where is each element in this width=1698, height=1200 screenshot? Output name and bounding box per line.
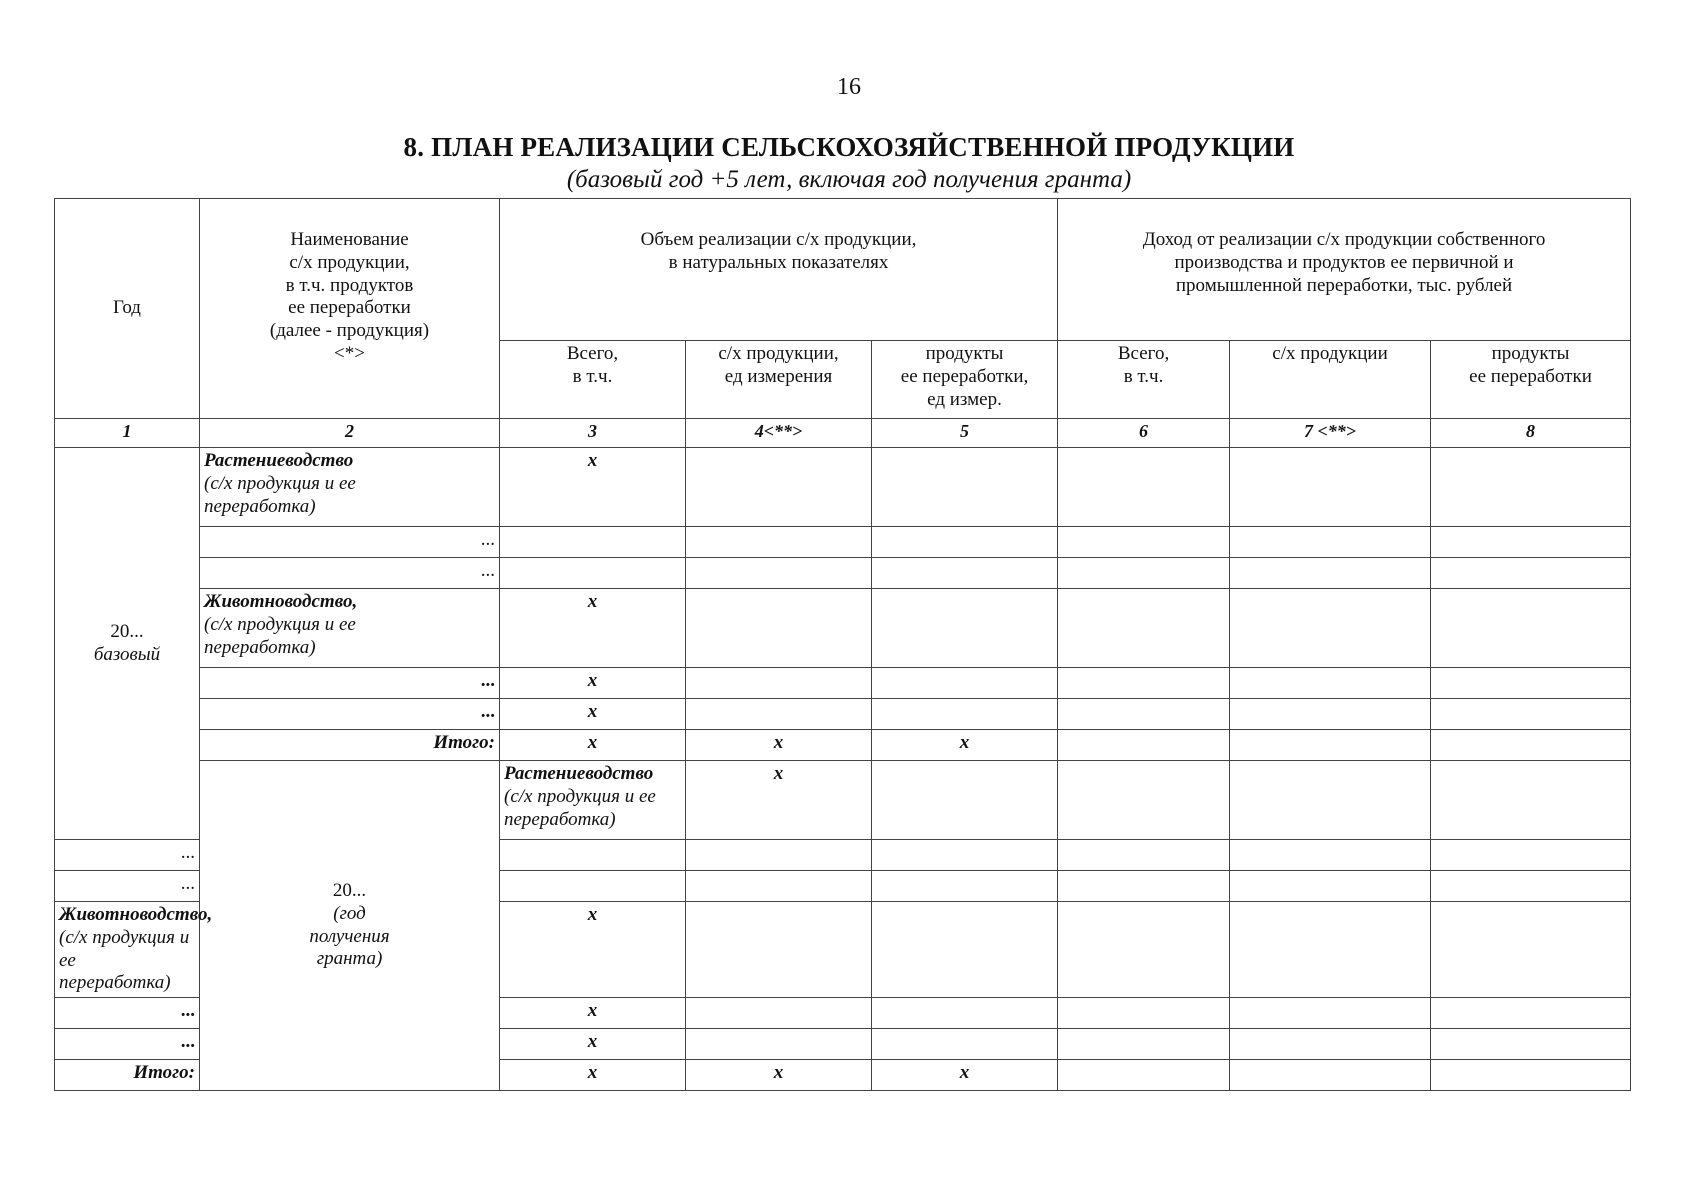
category-desc: переработка) <box>204 495 316 517</box>
header-line: промышленной переработки, тыс. рублей <box>1175 274 1513 296</box>
header-line: Всего, <box>1117 343 1170 364</box>
header-col8 <box>1431 341 1631 419</box>
table-cell[interactable] <box>500 871 686 902</box>
x-mark: x <box>500 668 686 699</box>
table-cell[interactable] <box>500 558 686 589</box>
header-line: с/х продукции, <box>718 343 839 364</box>
ellipsis-cell: ... <box>55 840 200 871</box>
category-crop <box>500 761 686 840</box>
column-number: 7 <**> <box>1230 419 1431 448</box>
table-cell[interactable] <box>1058 871 1230 902</box>
table-cell[interactable] <box>1230 761 1431 840</box>
table-cell[interactable] <box>1431 902 1631 998</box>
header-line: продукты <box>925 343 1004 364</box>
table-cell[interactable] <box>1058 699 1230 730</box>
ellipsis-cell: ... <box>200 558 500 589</box>
table-cell[interactable] <box>686 527 872 558</box>
column-number: 3 <box>500 419 686 448</box>
header-row-1 <box>55 199 1631 341</box>
table-cell[interactable] <box>686 558 872 589</box>
table-cell[interactable] <box>1058 589 1230 668</box>
table-cell[interactable] <box>872 840 1058 871</box>
header-line: ее переработки <box>288 297 411 319</box>
category-desc: переработка) <box>204 636 316 658</box>
table-cell[interactable] <box>1431 448 1631 527</box>
table-cell[interactable] <box>1058 558 1230 589</box>
column-number: 4<**> <box>686 419 872 448</box>
table-row-crop <box>55 761 1631 840</box>
table-cell[interactable] <box>1431 998 1631 1029</box>
category-desc: (с/х продукция и ее <box>204 472 356 494</box>
table-cell[interactable] <box>1230 871 1431 902</box>
header-line: ед измер. <box>927 388 1002 410</box>
total-label: Итого: <box>55 1060 200 1091</box>
category-crop <box>200 448 500 527</box>
column-number-row <box>55 419 1631 448</box>
header-line: Объем реализации с/х продукции, <box>640 229 917 250</box>
table-cell[interactable] <box>872 668 1058 699</box>
table-cell[interactable] <box>1431 1029 1631 1060</box>
table-cell[interactable] <box>872 871 1058 902</box>
category-desc: (с/х продукция и ее <box>504 785 656 807</box>
category-livestock <box>200 589 500 668</box>
table-cell[interactable] <box>872 589 1058 668</box>
header-income-group <box>1058 199 1631 341</box>
table-cell[interactable] <box>500 840 686 871</box>
ellipsis-cell: ... <box>200 527 500 558</box>
table-cell[interactable] <box>1230 448 1431 527</box>
total-label: Итого: <box>200 730 500 761</box>
table-cell[interactable] <box>686 668 872 699</box>
table-cell[interactable] <box>1431 761 1631 840</box>
column-number: 2 <box>200 419 500 448</box>
table-cell[interactable] <box>1230 840 1431 871</box>
header-line: с/х продукции <box>1272 343 1388 364</box>
table-cell[interactable] <box>1058 840 1230 871</box>
ellipsis-cell: ... <box>200 668 500 699</box>
table-cell[interactable] <box>1230 730 1431 761</box>
table-cell[interactable] <box>686 902 872 998</box>
table-row-crop <box>55 448 1631 527</box>
page-number: 16 <box>837 74 861 100</box>
ellipsis-cell: ... <box>55 998 200 1029</box>
header-line: Доход от реализации с/х продукции собственного <box>1142 229 1546 250</box>
x-mark: x <box>500 1029 686 1060</box>
header-col5 <box>872 341 1058 419</box>
year-cell-base <box>55 448 200 840</box>
table-cell[interactable] <box>1431 840 1631 871</box>
header-col7 <box>1230 341 1431 419</box>
category-title: Растениеводство <box>204 450 354 471</box>
sales-plan-table <box>54 198 1631 1091</box>
header-year: Год <box>55 199 200 419</box>
header-product-name <box>200 199 500 419</box>
header-line: Наименование <box>290 229 409 250</box>
table-row-total <box>55 730 1631 761</box>
table-cell[interactable] <box>1058 761 1230 840</box>
ellipsis-cell: ... <box>55 1029 200 1060</box>
table-cell[interactable] <box>1058 448 1230 527</box>
x-mark: x <box>872 1060 1058 1091</box>
table-cell[interactable] <box>1230 527 1431 558</box>
header-line: ед измерения <box>724 365 833 387</box>
table-cell[interactable] <box>686 840 872 871</box>
header-volume-group <box>500 199 1058 341</box>
x-mark: x <box>872 730 1058 761</box>
x-mark: x <box>500 589 686 668</box>
category-title: Растениеводство <box>504 763 654 784</box>
header-line: в натуральных показателях <box>668 251 889 273</box>
category-desc: переработка) <box>504 808 616 830</box>
x-mark: x <box>500 998 686 1029</box>
header-line: в т.ч. <box>572 365 613 387</box>
table-cell[interactable] <box>872 699 1058 730</box>
header-line: ее переработки, <box>900 365 1029 387</box>
page-subtitle: (базовый год +5 лет, включая год получения гранта) <box>566 166 1132 193</box>
table-row <box>55 527 1631 558</box>
table-cell[interactable] <box>1431 558 1631 589</box>
table-cell[interactable] <box>1230 998 1431 1029</box>
table-cell[interactable] <box>500 527 686 558</box>
ellipsis-cell: ... <box>200 699 500 730</box>
table-cell[interactable] <box>1058 668 1230 699</box>
header-col6 <box>1058 341 1230 419</box>
table-row <box>55 699 1631 730</box>
category-desc: переработка) <box>59 972 171 994</box>
table-cell[interactable] <box>1230 902 1431 998</box>
table-cell[interactable] <box>1058 730 1230 761</box>
table-cell[interactable] <box>1431 871 1631 902</box>
year-label: гранта) <box>316 948 383 970</box>
table-cell[interactable] <box>1230 558 1431 589</box>
column-number: 1 <box>55 419 200 448</box>
x-mark: x <box>500 448 686 527</box>
table-cell[interactable] <box>872 448 1058 527</box>
x-mark: x <box>686 761 872 840</box>
category-desc: (с/х продукция и ее <box>204 613 356 635</box>
table-cell[interactable] <box>686 871 872 902</box>
table-cell[interactable] <box>872 1029 1058 1060</box>
table-cell[interactable] <box>1431 730 1631 761</box>
header-line: Всего, <box>566 343 619 364</box>
table-cell[interactable] <box>1230 668 1431 699</box>
header-line: с/х продукции, <box>289 251 410 273</box>
year-cell-grant <box>200 761 500 1091</box>
page-title: 8. ПЛАН РЕАЛИЗАЦИИ СЕЛЬСКОХОЗЯЙСТВЕННОЙ ПРОДУКЦИИ <box>403 132 1295 162</box>
table-cell[interactable] <box>1431 699 1631 730</box>
table-cell[interactable] <box>872 902 1058 998</box>
year-label: получения <box>309 925 390 947</box>
category-livestock <box>55 902 213 998</box>
header-line: в т.ч. <box>1123 365 1164 387</box>
year-label: (год <box>333 902 366 924</box>
header-line: в т.ч. продуктов <box>285 274 414 296</box>
header-line: продукты <box>1491 343 1570 364</box>
table-cell[interactable] <box>1230 1060 1431 1091</box>
table-cell[interactable] <box>686 589 872 668</box>
x-mark: x <box>686 730 872 761</box>
header-line: производства и продуктов ее первичной и <box>1174 251 1514 273</box>
year-value: 20... <box>110 620 144 642</box>
table-cell[interactable] <box>872 998 1058 1029</box>
header-col3 <box>500 341 686 419</box>
header-line: <*> <box>334 342 365 364</box>
table-cell[interactable] <box>686 699 872 730</box>
x-mark: x <box>500 1060 686 1091</box>
column-number: 6 <box>1058 419 1230 448</box>
table-cell[interactable] <box>1431 589 1631 668</box>
table-cell[interactable] <box>686 448 872 527</box>
header-line: ее переработки <box>1469 365 1592 387</box>
table-cell[interactable] <box>1058 1029 1230 1060</box>
column-number: 8 <box>1431 419 1631 448</box>
header-line: (далее - продукция) <box>269 320 430 342</box>
table-cell[interactable] <box>686 1029 872 1060</box>
category-title: Животноводство, <box>59 904 213 925</box>
year-value: 20... <box>332 880 367 901</box>
table-cell[interactable] <box>686 998 872 1029</box>
header-col4 <box>686 341 872 419</box>
table-cell[interactable] <box>1431 668 1631 699</box>
table-cell[interactable] <box>1230 1029 1431 1060</box>
x-mark: x <box>500 902 686 998</box>
table-cell[interactable] <box>1058 998 1230 1029</box>
table-cell[interactable] <box>872 761 1058 840</box>
table-cell[interactable] <box>1431 1060 1631 1091</box>
table-cell[interactable] <box>1058 1060 1230 1091</box>
table-cell[interactable] <box>1230 699 1431 730</box>
table-cell[interactable] <box>872 527 1058 558</box>
x-mark: x <box>500 730 686 761</box>
table-row <box>55 558 1631 589</box>
category-desc: (с/х продукция и ее <box>59 926 190 971</box>
x-mark: x <box>500 699 686 730</box>
category-title: Животноводство, <box>204 591 358 612</box>
column-number: 5 <box>872 419 1058 448</box>
table-cell[interactable] <box>1058 527 1230 558</box>
table-row-livestock <box>55 589 1631 668</box>
table-cell[interactable] <box>872 558 1058 589</box>
ellipsis-cell: ... <box>55 871 200 902</box>
x-mark: x <box>686 1060 872 1091</box>
table-row <box>55 668 1631 699</box>
year-label: базовый <box>93 643 161 665</box>
table-cell[interactable] <box>1431 527 1631 558</box>
table-cell[interactable] <box>1058 902 1230 998</box>
table-cell[interactable] <box>1230 589 1431 668</box>
